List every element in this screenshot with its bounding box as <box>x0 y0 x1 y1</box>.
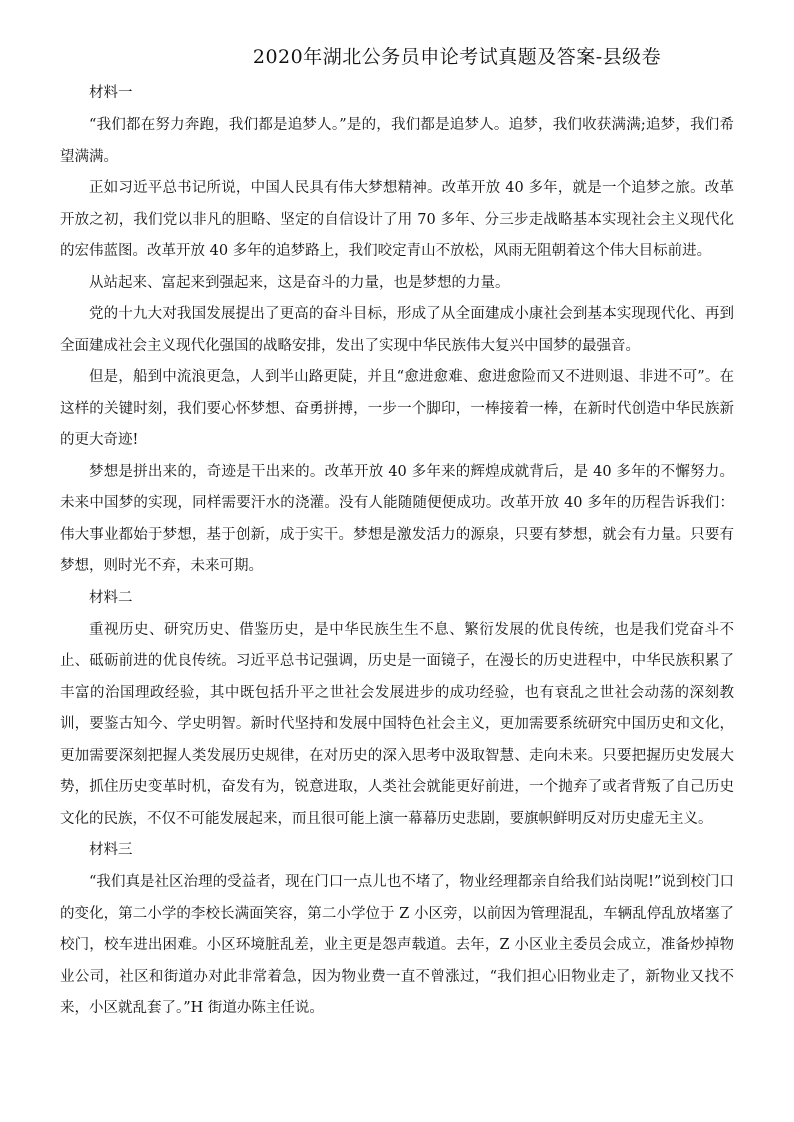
page-title: 2020年湖北公务员申论考试真题及答案-县级卷 <box>252 46 662 68</box>
material-section-2 <box>60 587 734 836</box>
paragraph: 党的十九大对我国发展提出了更高的奋斗目标，形成了从全面建成小康社会到基本实现现代化、再到全面建成社会主义现代化强国的战略安排，发出了实现中华民族伟大复兴中国梦的最强音。 <box>60 306 734 354</box>
paragraph: 从站起来、富起来到强起来，这是奋斗的力量，也是梦想的力量。 <box>89 274 510 291</box>
paragraph: “我们都在努力奔跑，我们都是追梦人。”是的，我们都是追梦人。追梦，我们收获满满;追梦，我们希望满满。 <box>60 117 734 165</box>
material-section-3 <box>60 839 734 1025</box>
paragraph: 正如习近平总书记所说，中国人民具有伟大梦想精神。改革开放 40 多年，就是一个追梦之旅。改革开放之初，我们党以非凡的胆略、坚定的自信设计了用 70 多年、分三步走战略基本实现社会主义现代化的宏伟蓝图。改革开放 40 多年的追梦路上，我们咬定青山不放松，风雨无阻朝着这个伟大目标前进。 <box>60 180 734 259</box>
paragraph: 梦想是拼出来的，奇迹是干出来的。改革开放 40 多年来的辉煌成就背后，是 40 多年的不懈努力。未来中国梦的实现，同样需要汗水的浇灌。没有人能随随便便成功。改革开放 40 多年的历程告诉我们：伟大事业都始于梦想，基于创新，成于实干。梦想是激发活力的源泉，只要有梦想，就会有力量。只要有梦想，则时光不弃，未来可期。 <box>60 463 734 574</box>
section-heading: 材料二 <box>89 589 133 606</box>
section-heading: 材料三 <box>89 842 133 858</box>
paragraph: “我们真是社区治理的受益者，现在门口一点儿也不堵了，物业经理都亲自给我们站岗呢!”说到校门口的变化，第二小学的李校长满面笑容，第二小学位于 Z 小区旁，以前因为管理混乱，车辆乱停乱放堵塞了校门，校车进出困难。小区环境脏乱差，业主更是怨声载道。去年，Z 小区业主委员会成立，准备炒掉物业公司，社区和街道办对此非常着急，因为物业费一直不曾涨过，“我们担心旧物业走了，新物业又找不来，小区就乱套了。”H 街道办陈主任说。 <box>60 874 734 1016</box>
paragraph: 但是，船到中流浪更急，人到半山路更陡，并且“愈进愈难、愈进愈险而又不进则退、非进不可”。在这样的关键时刻，我们要心怀梦想、奋勇拼搏，一步一个脚印，一棒接着一棒，在新时代创造中华民族新的更大奇迹! <box>60 369 734 448</box>
paragraph: 重视历史、研究历史、借鉴历史，是中华民族生生不息、繁衍发展的优良传统，也是我们党奋斗不止、砥砺前进的优良传统。习近平总书记强调，历史是一面镜子，在漫长的历史进程中，中华民族积累了丰富的治国理政经验，其中既包括升平之世社会发展进步的成功经验，也有衰乱之世社会动荡的深刻教训，要鉴古知今、学史明智。新时代坚持和发展中国特色社会主义，更加需要系统研究中国历史和文化，更加需要深刻把握人类发展历史规律，在对历史的深入思考中汲取智慧、走向未来。只要把握历史发展大势，抓住历史变革时机，奋发有为，锐意进取，人类社会就能更好前进，一个抛弃了或者背叛了自己历史文化的民族，不仅不可能发展起来，而且很可能上演一幕幕历史悲剧，要旗帜鲜明反对历史虚无主义。 <box>60 621 734 827</box>
section-heading: 材料一 <box>89 85 133 101</box>
material-section-1 <box>60 82 734 583</box>
